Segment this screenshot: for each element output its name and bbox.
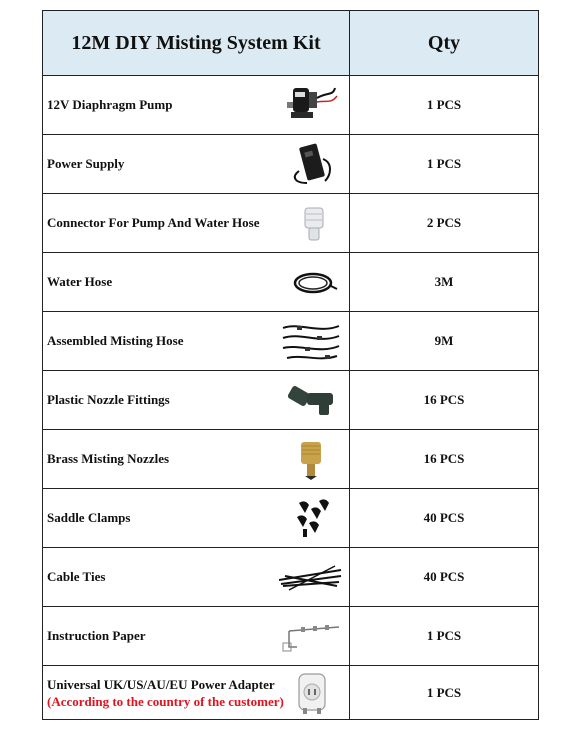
- item-name-block: [47, 676, 284, 710]
- table-row: [43, 194, 539, 253]
- kit-table: [42, 10, 539, 720]
- table-row: [43, 548, 539, 607]
- item-note: (According to the country of the customer): [47, 693, 284, 709]
- table-row: [43, 76, 539, 135]
- saddle-clamps-icon: [279, 495, 343, 541]
- item-name: Universal UK/US/AU/EU Power Adapter: [47, 676, 275, 692]
- item-cell: [43, 194, 350, 253]
- item-cell: [43, 135, 350, 194]
- item-qty: 9M: [350, 312, 539, 371]
- item-name: Water Hose: [47, 274, 113, 289]
- table-row: [43, 607, 539, 666]
- table-row: [43, 135, 539, 194]
- item-name: Assembled Misting Hose: [47, 333, 184, 348]
- item-qty: 40 PCS: [350, 548, 539, 607]
- item-cell: [43, 607, 350, 666]
- misting-hose-icon: [279, 318, 343, 364]
- item-name: Plastic Nozzle Fittings: [47, 392, 170, 407]
- header-item: 12M DIY Misting System Kit: [43, 11, 350, 76]
- table-row: [43, 489, 539, 548]
- item-name: Saddle Clamps: [47, 510, 131, 525]
- item-name: Power Supply: [47, 156, 125, 171]
- item-qty: 2 PCS: [350, 194, 539, 253]
- item-cell: [43, 548, 350, 607]
- item-cell: [43, 312, 350, 371]
- item-qty: 3M: [350, 253, 539, 312]
- brass-nozzle-icon: [279, 436, 343, 482]
- power-supply-icon: [279, 141, 343, 187]
- table-row: [43, 666, 539, 720]
- item-name: Connector For Pump And Water Hose: [47, 215, 260, 230]
- header-qty: Qty: [350, 11, 539, 76]
- item-cell: [43, 253, 350, 312]
- item-name: Instruction Paper: [47, 628, 146, 643]
- power-adapter-icon: [279, 670, 343, 716]
- item-qty: 1 PCS: [350, 76, 539, 135]
- item-name: 12V Diaphragm Pump: [47, 97, 173, 112]
- item-qty: 16 PCS: [350, 371, 539, 430]
- table-header-row: [43, 11, 539, 76]
- connector-icon: [279, 200, 343, 246]
- item-qty: 1 PCS: [350, 607, 539, 666]
- item-name: Cable Ties: [47, 569, 106, 584]
- item-cell: [43, 489, 350, 548]
- table-row: [43, 312, 539, 371]
- item-qty: 16 PCS: [350, 430, 539, 489]
- table-row: [43, 371, 539, 430]
- pump-icon: [279, 82, 343, 128]
- item-cell: [43, 76, 350, 135]
- item-cell: [43, 371, 350, 430]
- hose-coil-icon: [279, 259, 343, 305]
- table-row: [43, 430, 539, 489]
- item-qty: 1 PCS: [350, 135, 539, 194]
- nozzle-fitting-icon: [279, 377, 343, 423]
- instruction-diagram-icon: [279, 613, 343, 659]
- item-cell: [43, 666, 350, 720]
- item-name: Brass Misting Nozzles: [47, 451, 170, 466]
- item-qty: 40 PCS: [350, 489, 539, 548]
- cable-ties-icon: [279, 554, 343, 600]
- item-qty: 1 PCS: [350, 666, 539, 720]
- item-cell: [43, 430, 350, 489]
- table-row: [43, 253, 539, 312]
